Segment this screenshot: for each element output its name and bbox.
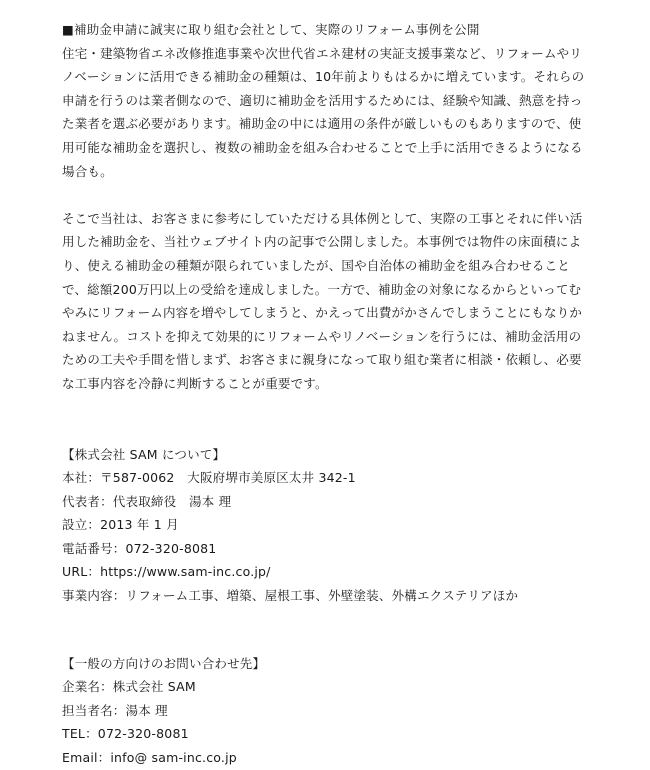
spacer xyxy=(62,396,592,443)
company-address: 本社：〒587-0062 大阪府堺市美原区太井 342-1 xyxy=(62,470,356,486)
paragraph-subsidy-intro: 住宅・建築物省エネ改修推進事業や次世代省エネ建材の実証支援事業など、リフォームやリノベーションに活用できる補助金の種類は、10年前よりもはるかに増えています。それらの申請を行うのは業者側なので、適切に補助金を活用するためには、経験や知識、熱意を持った業者を選ぶ必要があります。補助金の中には適用の条件が厳しいものもありますので、使用可能な補助金を選択し、複数の補助金を組み合わせることで上手に活用できるようになる場合も。 xyxy=(62,45,585,179)
press-release-body xyxy=(62,18,592,770)
spacer xyxy=(62,183,592,207)
contact-email: Email：info@ sam-inc.co.jp xyxy=(62,750,237,766)
contact-info-title: 【一般の方向けのお問い合わせ先】 xyxy=(62,655,266,671)
contact-person: 担当者名：湯本 理 xyxy=(62,702,168,718)
company-info-title: 【株式会社 SAM について】 xyxy=(62,446,226,462)
company-representative: 代表者：代表取締役 湯本 理 xyxy=(62,493,232,509)
company-url: URL：https://www.sam-inc.co.jp/ xyxy=(62,564,271,580)
company-founded: 設立：2013 年 1 月 xyxy=(62,517,179,533)
contact-info xyxy=(62,652,592,770)
company-info xyxy=(62,443,592,608)
company-phone: 電話番号：072-320-8081 xyxy=(62,540,217,556)
contact-company: 企業名：株式会社 SAM xyxy=(62,679,196,695)
paragraph-case-study: そこで当社は、お客さまに参考にしていただける具体例として、実際の工事とそれに伴い活用した補助金を、当社ウェブサイト内の記事で公開しました。本事例では物件の床面積により、使える補助金の種類が限られていましたが、国や自治体の補助金を組み合わせることで、総額200万円以上の受給を達成しました。一方で、補助金の対象になるからといってむやみにリフォーム内容を増やしてしまうと、かえって出費がかさんでしまうことにもなりかねません。コストを抑えて効果的にリフォームやリノベーションを行うには、補助金活用のための工夫や手間を惜しまず、お客さまに親身になって取り組む業者に相談・依頼し、必要な工事内容を冷静に判断することが重要です。 xyxy=(62,210,583,391)
company-business: 事業内容：リフォーム工事、増築、屋根工事、外壁塗装、外構エクステリアほか xyxy=(62,588,519,604)
section-heading: ■補助金申請に誠実に取り組む会社として、実際のリフォーム事例を公開 xyxy=(62,22,480,37)
spacer xyxy=(62,608,592,652)
contact-tel: TEL：072-320-8081 xyxy=(62,726,189,742)
